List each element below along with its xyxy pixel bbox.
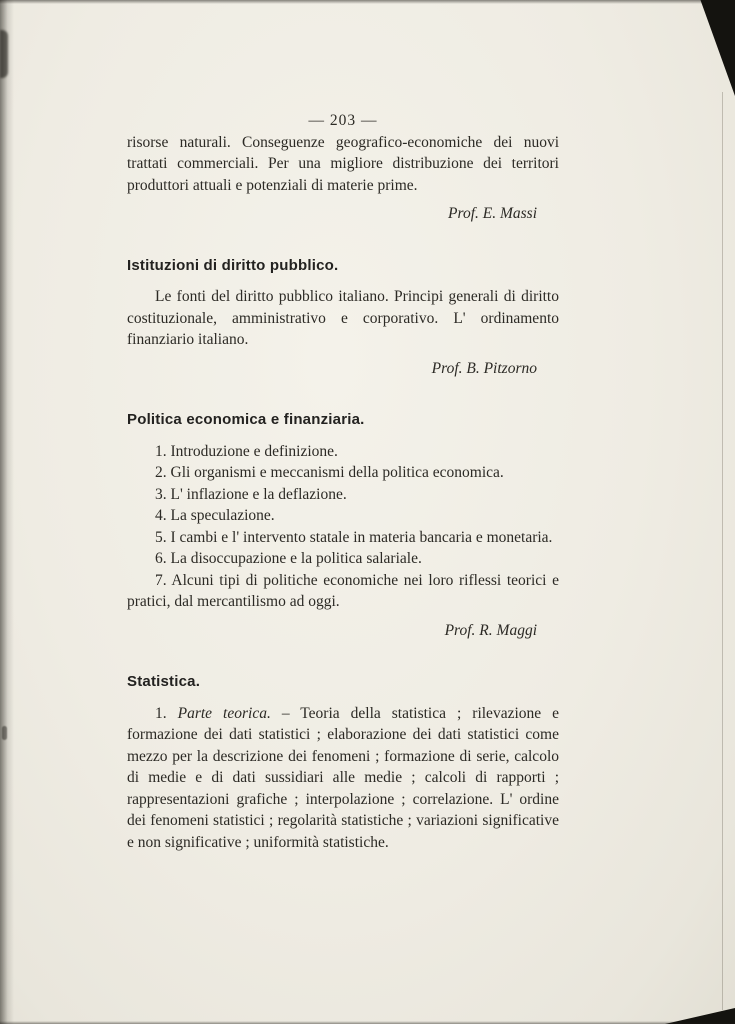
section-heading-statistica: Statistica. (127, 673, 201, 690)
list-item-1: 1. Introduzione e definizione. (155, 442, 338, 460)
list-item-5: 5. I cambi e l' intervento statale in materia bancaria e monetaria. (155, 528, 553, 546)
paragraph-istituzioni: Le fonti del diritto pubblico italiano. Principi generali di diritto costituzionale, amministrativo e corporativo. L' ordinamento finanziario italiano. (127, 288, 559, 348)
scan-edge-right (722, 92, 723, 1010)
signature-pitzorno: Prof. B. Pitzorno (431, 359, 537, 377)
signature-maggi: Prof. R. Maggi (444, 621, 537, 639)
scan-edge-top (0, 0, 735, 4)
paragraph-lead: 1. (155, 704, 178, 722)
scan-edge-left (0, 0, 14, 1024)
scan-blotch-left-middle (2, 726, 7, 740)
list-item-3: 3. L' inflazione e la deflazione. (155, 485, 347, 503)
section-heading-istituzioni: Istituzioni di diritto pubblico. (127, 256, 339, 274)
page-number: — 203 — (308, 112, 378, 129)
scan-blotch-left-top (0, 30, 8, 78)
list-item-6: 6. La disoccupazione e la politica salariale. (155, 550, 422, 567)
page-content (127, 110, 559, 853)
scan-corner-top-right (687, 0, 735, 96)
list-item-2: 2. Gli organismi e meccanismi della politica economica. (155, 464, 504, 481)
paragraph-statistica (127, 703, 559, 854)
signature-massi: Prof. E. Massi (448, 205, 537, 222)
paragraph-italic-phrase: Parte teorica. (177, 704, 271, 722)
paragraph-continuation: risorse naturali. Conseguenze geografico-economiche dei nuovi trattati commerciali. Per una migliore distribuzione dei territori produttori attuali e potenziali di materie prime. (127, 133, 559, 194)
list-item-7: 7. Alcuni tipi di politiche economiche nei loro riflessi teorici e pratici, dal mercantilismo ad oggi. (127, 571, 559, 610)
list-item-4: 4. La speculazione. (155, 507, 275, 524)
section-heading-politica: Politica economica e finanziaria. (127, 411, 365, 428)
paragraph-rest: – Teoria della statistica ; rilevazione e formazione dei dati statistici ; elaborazione dei dati statistici come mezzo per la descrizione dei fenomeni ; formazione di serie, calcolo di medie e di dati sussidiari alle medie ; calcoli di rapporti ; rappresentazioni grafiche ; interpolazione ; correlazione. L' ordine dei fenomeni statistici ; regolarità statistiche ; variazioni significative e non significative ; uniformità statistiche. (127, 704, 560, 851)
